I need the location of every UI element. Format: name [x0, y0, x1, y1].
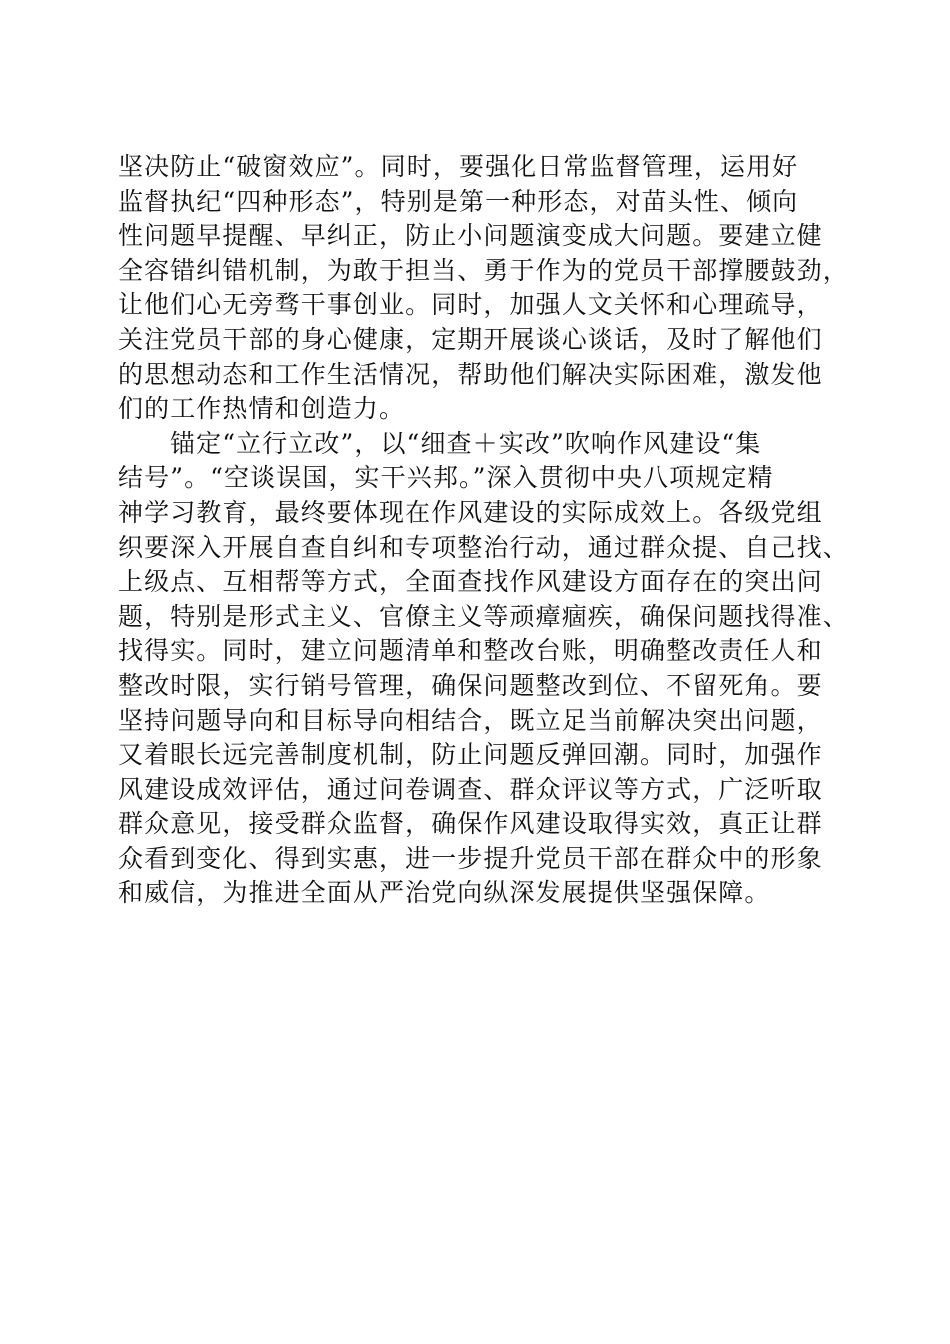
paragraph-line: 结号”。“空谈误国，实干兴邦。”深入贯彻中央八项规定精: [118, 463, 774, 493]
paragraph-line: 性问题早提醒、早纠正，防止小问题演变成大问题。要建立健: [118, 221, 823, 251]
paragraph-line: 题，特别是形式主义、官僚主义等顽瘴痼疾，确保问题找得准、: [118, 601, 849, 631]
paragraph-1: [118, 150, 849, 427]
paragraph-line: 们的工作热情和创造力。: [118, 394, 406, 424]
paragraph-line: 众看到变化、得到实惠，进一步提升党员干部在群众中的形象: [118, 843, 823, 873]
paragraph-line: 全容错纠错机制，为敢于担当、勇于作为的党员干部撑腰鼓劲，: [118, 255, 849, 285]
paragraph-line: 坚持问题导向和目标导向相结合，既立足当前解决突出问题，: [118, 705, 823, 735]
paragraph-line: 上级点、互相帮等方式，全面查找作风建设方面存在的突出问: [118, 567, 823, 597]
paragraph-line: 监督执纪“四种形态”，特别是第一种形态，对苗头性、倾向: [118, 186, 799, 216]
paragraph-line: 整改时限，实行销号管理，确保问题整改到位、不留死角。要: [118, 670, 823, 700]
paragraph-line: 风建设成效评估，通过问卷调查、群众评议等方式，广泛听取: [118, 774, 823, 804]
paragraph-line: 坚决防止“破窗效应”。同时，要强化日常监督管理，运用好: [118, 152, 799, 181]
paragraph-line: 织要深入开展自查自纠和专项整治行动，通过群众提、自己找、: [118, 532, 849, 562]
paragraph-2: [118, 427, 849, 911]
paragraph-line: 让他们心无旁骛干事创业。同时，加强人文关怀和心理疏导，: [118, 290, 823, 320]
paragraph-line: 又着眼长远完善制度机制，防止问题反弹回潮。同时，加强作: [118, 740, 823, 770]
document-body: [118, 150, 849, 911]
paragraph-line: 群众意见，接受群众监督，确保作风建设取得实效，真正让群: [118, 809, 823, 839]
paragraph-line: 神学习教育，最终要体现在作风建设的实际成效上。各级党组: [118, 497, 823, 527]
paragraph-line: 和威信，为推进全面从严治党向纵深发展提供坚强保障。: [118, 878, 771, 908]
paragraph-line: 找得实。同时，建立问题清单和整改台账，明确整改责任人和: [118, 636, 823, 666]
paragraph-line: 关注党员干部的身心健康，定期开展谈心谈话，及时了解他们: [118, 324, 823, 354]
paragraph-line: 的思想动态和工作生活情况，帮助他们解决实际困难，激发他: [118, 359, 823, 389]
paragraph-line: 锚定“立行立改”，以“细查＋实改”吹响作风建设“集: [170, 428, 762, 458]
